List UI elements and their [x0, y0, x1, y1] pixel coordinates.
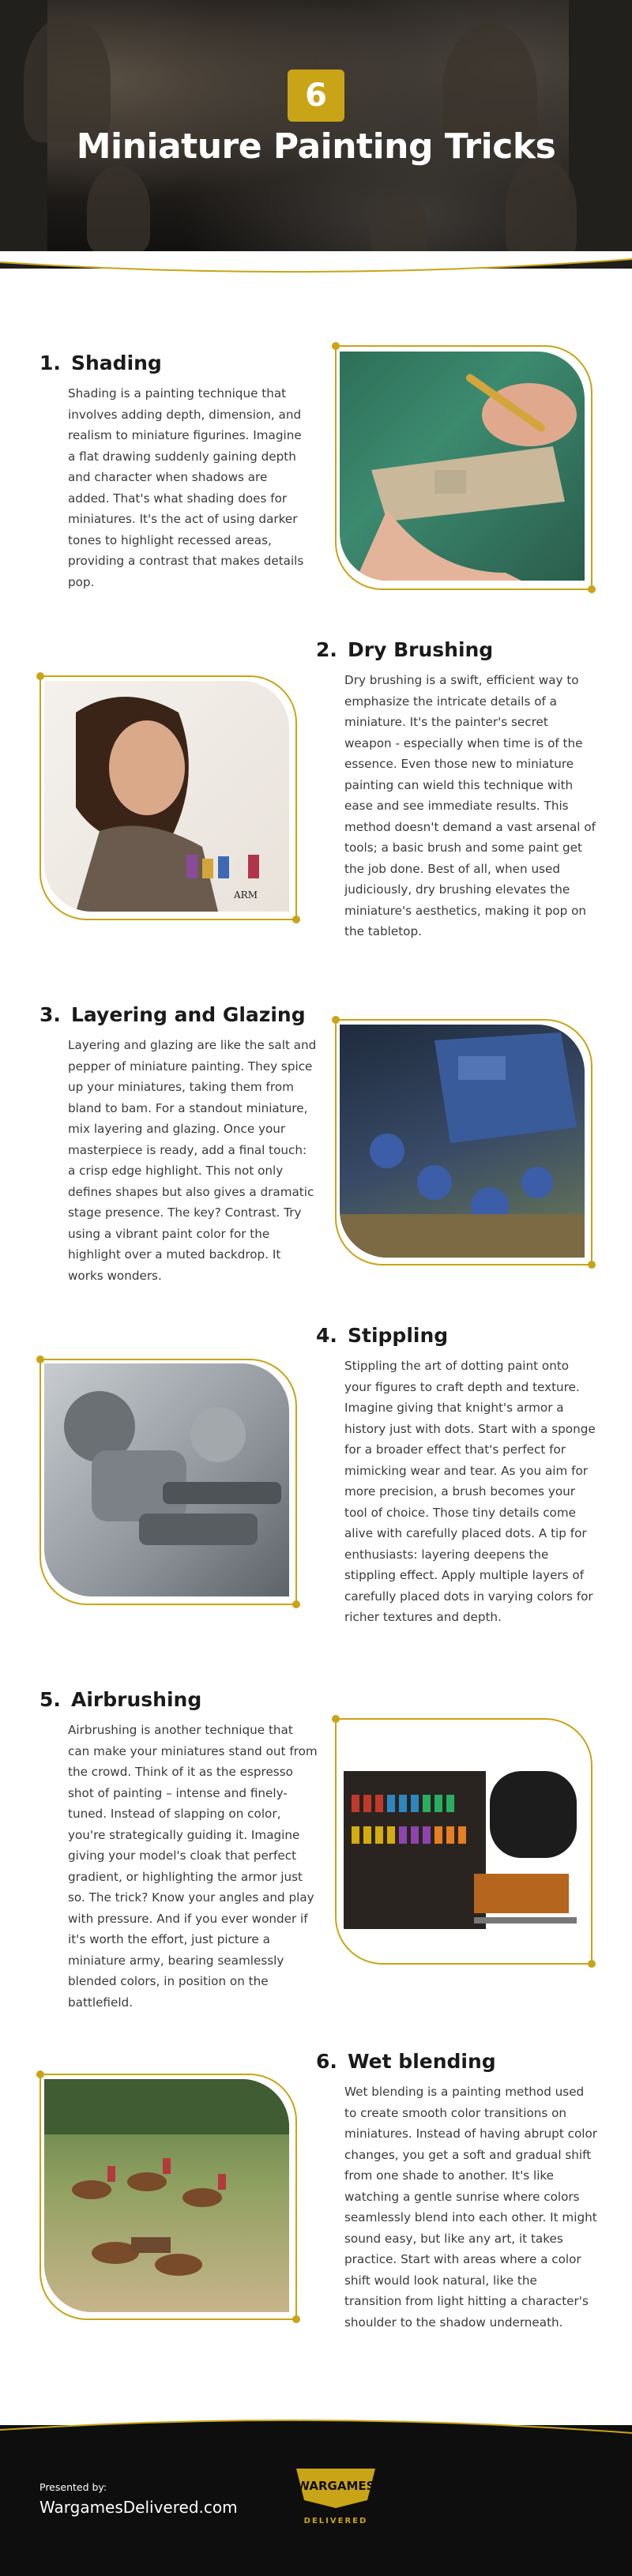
section-4-title: 4. Stippling: [316, 1324, 449, 1347]
section-5-title: 5. Airbrushing: [40, 1688, 202, 1711]
section-2-body: Dry brushing is a swift, efficient way to emphasize the intricate details of a miniature. It's the painter's secret weapon - especially when time is of the essence. Even those new to miniature painting can wield this technique with ease and see immediate results. This method doesn't demand a vast arsenal of tools; a basic brush and some paint get the job done. Best of all, when used judiciously, dry brushing elevates the miniature's aesthetics, making it pop on the tabletop.: [344, 673, 596, 938]
section-2-photo: [44, 681, 289, 912]
section-1-body: Shading is a painting technique that involves adding depth, dimension, and realism to miniature figurines. Imagine a flat drawing suddenly gaining depth and character when shadows are added. That's what shading does for miniatures. It's the act of using darker tones to highlight recessed areas, providing a contrast that makes details pop.: [68, 386, 304, 589]
logo-text-top: WARGAMES: [296, 2479, 375, 2493]
section-1-title: 1. Shading: [40, 352, 162, 374]
header-divider-curve: [0, 251, 632, 283]
section-5-photo: [340, 1724, 585, 1957]
page-title: Miniature Painting Tricks: [76, 126, 556, 167]
badge-number: 6: [305, 77, 327, 114]
website-link[interactable]: WargamesDelivered.com: [40, 2498, 238, 2517]
section-2-title: 2. Dry Brushing: [316, 638, 494, 661]
footer-divider-curve: [0, 2409, 632, 2441]
section-3-title: 3. Layering and Glazing: [40, 1003, 306, 1026]
section-6-title: 6. Wet blending: [316, 2050, 496, 2073]
header-banner: [0, 0, 632, 269]
section-4-photo: [44, 1363, 289, 1596]
section-3-body: Layering and glazing are like the salt and pepper of miniature painting. They spice up your miniatures, taking them from bland to bam. For a standout miniature, mix layering and glazing. Once your masterpiece is ready, add a final touch: a crisp edge highlight. This not only defines shapes but also gives a dramatic stage presence. The key? Contrast. Try using a vibrant paint color for the highlight over a muted backdrop. It works wonders.: [68, 1038, 317, 1283]
number-badge: [288, 70, 344, 122]
section-3-photo: [340, 1025, 585, 1258]
section-1-photo: [340, 352, 585, 581]
section-6-body: Wet blending is a painting method used to create smooth color transitions on miniatures. Instead of having abrupt color changes, you get a soft and gradual shift from one shade to another. It's like watching a gentle sunrise where colors seamlessly blend into each other. It might sound easy, but like any art, it takes practice. Start with areas where a color shift would look natural, like the transition from light hitting a character's shoulder to the shadow underneath.: [344, 2085, 597, 2330]
logo-text-bottom: DELIVERED: [303, 2517, 368, 2525]
wargames-delivered-logo: [292, 2465, 379, 2528]
section-5-body: Airbrushing is another technique that can make your miniatures stand out from the crowd. Think of it as the espresso shot of painting – intense and finely-tuned. Instead of slapping on color, you're strategically guiding it. Imagine giving your model's cloak that perfect gradient, or highlighting the armor just so. The trick? Know your angles and play with pressure. And if you ever wonder if it's worth the effort, just picture a miniature army, bearing seamlessly blended colors, in position on the battlefield.: [68, 1723, 318, 2010]
section-2-watermark: ARM: [234, 889, 258, 901]
presented-by-label: Presented by:: [40, 2481, 107, 2493]
section-4-body: Stippling the art of dotting paint onto your figures to craft depth and texture. Imagine giving that knight's armor a history just with dots. Start with a sponge for a broader effect that's perfect for mimicking wear and tear. As you aim for more precision, a brush becomes your tool of choice. Those tiny details come alive with carefully placed dots. A tip for enthusiasts: layering deepens the stippling effect. Apply multiple layers of carefully placed dots in varying colors for richer textures and depth.: [344, 1359, 596, 1624]
section-6-photo: [44, 2079, 289, 2312]
